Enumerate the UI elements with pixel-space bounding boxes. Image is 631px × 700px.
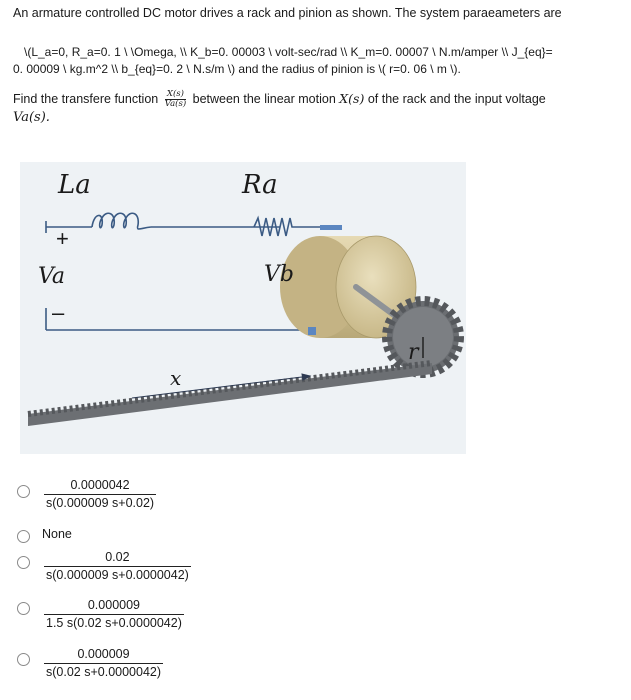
find-mid: between the linear motion (192, 91, 336, 106)
label-La: La (58, 170, 91, 200)
option-1-radio[interactable] (17, 485, 30, 498)
option-1-numerator: 0.0000042 (70, 478, 130, 492)
question-line-2: \(L_a=0, R_a=0. 1 \ \Omega, \\ K_b=0. 00003 \ volt-sec/rad \\ K_m=0. 00007 \ N.m/amper \\ J_{eq}= (24, 45, 553, 59)
label-plus: + (56, 226, 69, 251)
option-5-radio[interactable] (17, 653, 30, 666)
question-find-line (13, 90, 546, 109)
option-3-denominator: s(0.000009 s+0.0000042) (46, 568, 189, 582)
option-1-denominator: s(0.000009 s+0.02) (46, 496, 155, 510)
option-1-fraction (44, 477, 156, 512)
option-5-numerator: 0.000009 (77, 647, 130, 661)
option-5-denominator: s(0.02 s+0.0000042) (46, 665, 162, 679)
label-r: r (408, 340, 419, 365)
label-x: x (170, 366, 182, 390)
option-4-numerator: 0.000009 (87, 598, 140, 612)
find-suffix: of the rack and the input voltage (367, 91, 546, 106)
label-Vb: Vb (264, 262, 294, 287)
question-va: Va(s). (13, 110, 50, 125)
label-Ra: Ra (242, 170, 278, 200)
option-3-radio[interactable] (17, 556, 30, 569)
label-Va: Va (38, 264, 65, 289)
option-4-denominator: 1.5 s(0.02 s+0.0000042) (46, 616, 182, 630)
option-5-fraction (44, 646, 163, 681)
transfer-function-fraction (165, 90, 186, 109)
rack (28, 363, 432, 426)
resistor-terminal (320, 225, 342, 230)
option-2-radio[interactable] (17, 530, 30, 543)
option-2-label: None (42, 527, 72, 541)
resistor-zigzag (254, 218, 320, 236)
label-minus: – (52, 300, 65, 325)
option-3-fraction (44, 549, 191, 584)
option-4-radio[interactable] (17, 602, 30, 615)
inductor-coil (92, 213, 151, 229)
find-xs: X(s) (339, 90, 365, 106)
option-4-fraction (44, 597, 184, 632)
tf-numerator: X(s) (165, 90, 186, 100)
motor-rack-pinion-figure (20, 162, 466, 454)
option-3-numerator: 0.02 (105, 550, 130, 564)
question-line-1: An armature controlled DC motor drives a rack and pinion as shown. The system paraeameters are (13, 6, 562, 20)
tf-denominator: Va(s) (164, 99, 187, 109)
find-prefix: Find the transfere function (13, 91, 159, 106)
question-line-3: 0. 00009 \ kg.m^2 \\ b_{eq}=0. 2 \ N.s/m \) and the radius of pinion is \( r=0. 06 \ m \). (13, 62, 461, 76)
